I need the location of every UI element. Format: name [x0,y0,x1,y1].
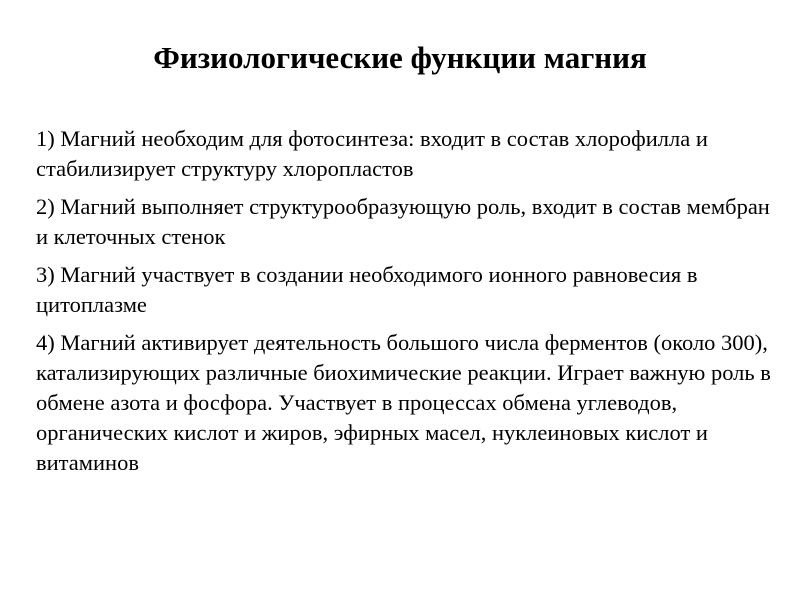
function-list [36,124,776,486]
function-item-3: 3) Магний участвует в создании необходимого ионного равновесия в цитоплазме [36,262,698,317]
function-item-4: 4) Магний активирует деятельность большого числа ферментов (около 300), катализирующих различные биохимические реакции. Играет важную роль в обмене азота и фосфора. Участвует в процессах обмена углеводов, органических кислот и жиров, эфирных масел, нуклеиновых кислот и витаминов [36,330,771,475]
function-item-2: 2) Магний выполняет структурообразующую роль, входит в состав мембран и клеточных стенок [36,194,770,249]
slide-title: Физиологические функции магния [153,40,647,75]
function-item-1: 1) Магний необходим для фотосинтеза: входит в состав хлорофилла и стабилизирует структуру хлоропластов [36,126,708,181]
